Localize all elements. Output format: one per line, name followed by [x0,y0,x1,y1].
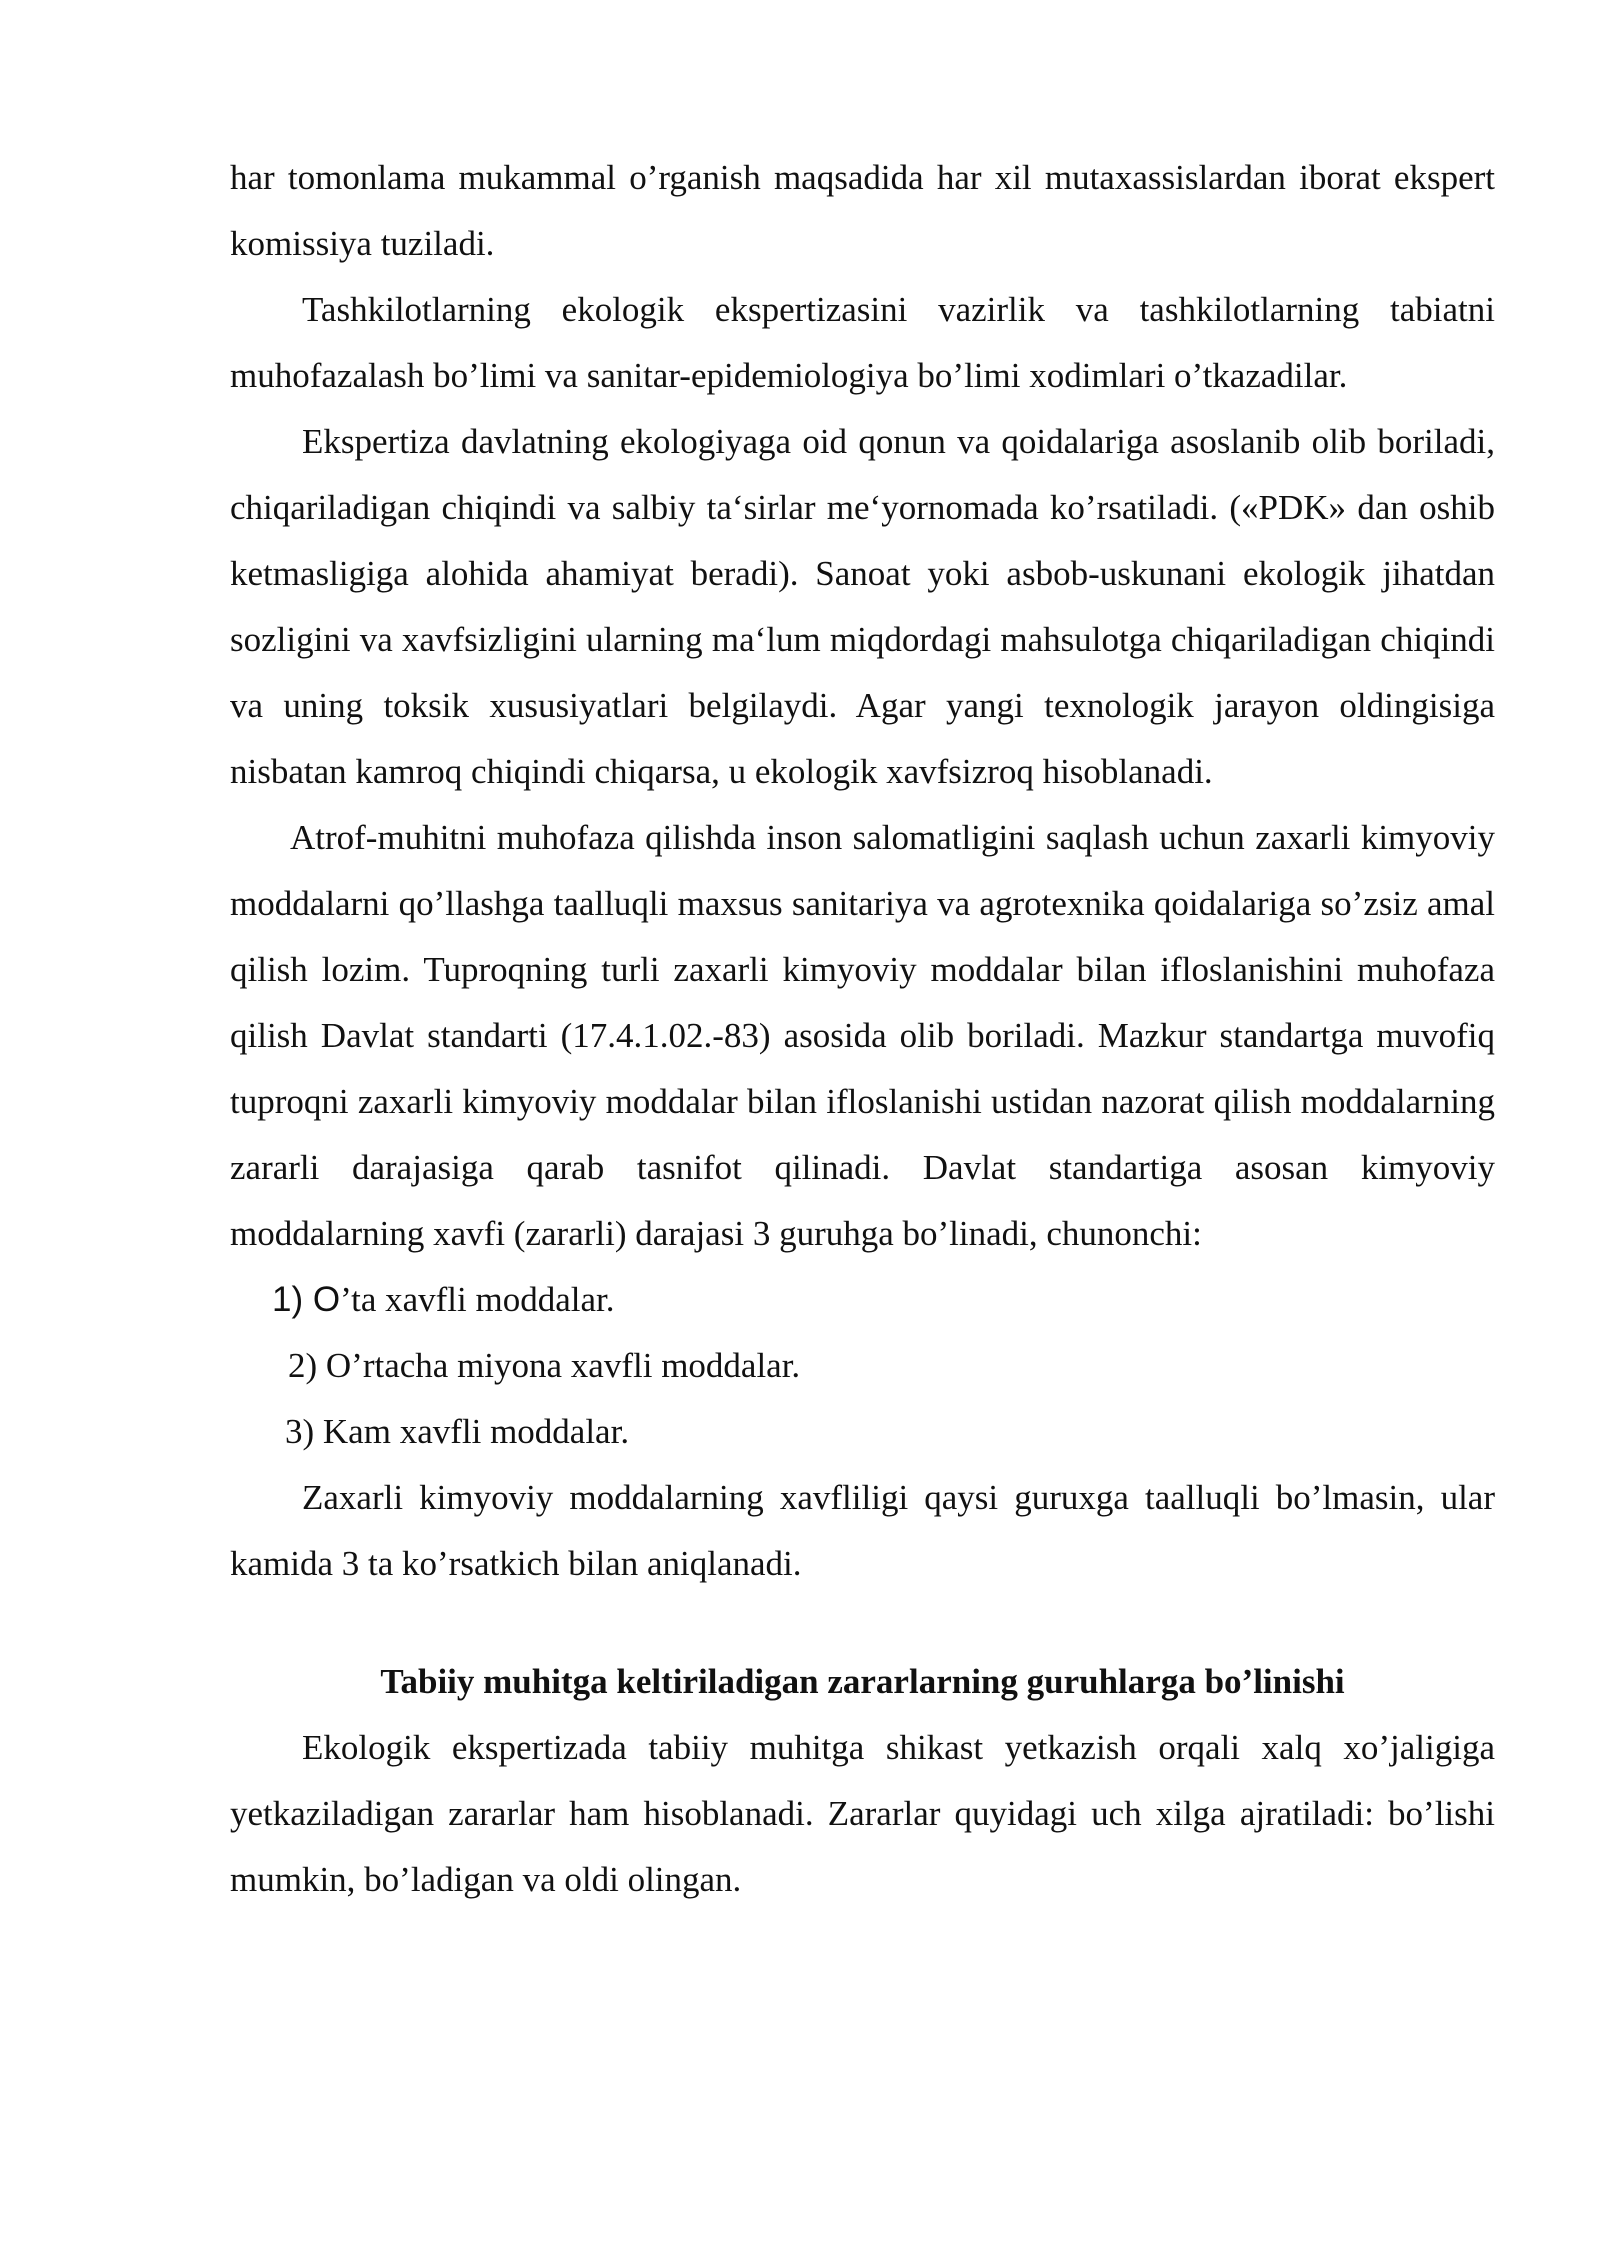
paragraph-damages: Ekologik ekspertizada tabiiy muhitga shikast yetkazish orqali xalq xo’jaligiga yetkaziladigan zararlar ham hisoblanadi. Zararlar quyidagi uch xilga ajratiladi: bo’lishi mumkin, bo’ladigan va oldi olingan. [230,1728,1495,1899]
list-item-1-text: ’ta xavfli moddalar. [340,1280,615,1319]
list-item-1-number: 1) O [272,1280,341,1319]
list-item-2: 2) O’rtacha miyona xavfli moddalar. [288,1346,801,1385]
list-item-3: 3) Kam xavfli moddalar. [285,1412,630,1451]
paragraph-organizations-expertise: Tashkilotlarning ekologik ekspertizasini vazirlik va tashkilotlarning tabiatni muhofazalash bo’limi va sanitar-epidemiologiya bo’limi xodimlari o’tkazadilar. [230,290,1495,395]
paragraph-expertise-basis: Ekspertiza davlatning ekologiyaga oid qonun va qoidalariga asoslanib olib boriladi, chiqariladigan chiqindi va salbiy ta‘sirlar me‘yornomada ko’rsatiladi. («PDK» dan oshib ketmasligiga alohida ahamiyat beradi). Sanoat yoki asbob-uskunani ekologik jihatdan sozligini va xavfsizligini ularning ma‘lum miqdordagi mahsulotga chiqariladigan chiqindi va uning toksik xususiyatlari belgilaydi. Agar yangi texnologik jarayon oldingisiga nisbatan kamroq chiqindi chiqarsa, u ekologik xavfsizroq hisoblanadi. [230,422,1495,791]
list-item-1 [230,1267,1495,1333]
document-body [230,145,1495,1913]
paragraph-continuation: har tomonlama mukammal o’rganish maqsadida har xil mutaxassislardan iborat ekspert komissiya tuziladi. [230,158,1495,263]
paragraph-environment-protection: Atrof-muhitni muhofaza qilishda inson salomatligini saqlash uchun zaxarli kimyoviy moddalarni qo’llashga taalluqli maxsus sanitariya va agrotexnika qoidalariga so’zsiz amal qilish lozim. Tuproqning turli zaxarli kimyoviy moddalar bilan ifloslanishini muhofaza qilish Davlat standarti (17.4.1.02.-83) asosida olib boriladi. Mazkur standartga muvofiq tuproqni zaxarli kimyoviy moddalar bilan ifloslanishi ustidan nazorat qilish moddalarning zararli darajasiga qarab tasnifot qilinadi. Davlat standartiga asosan kimyoviy moddalarning xavfi (zararli) darajasi 3 guruhga bo’linadi, chunonchi: [230,818,1495,1253]
paragraph-after-list: Zaxarli kimyoviy moddalarning xavfliligi qaysi guruxga taalluqli bo’lmasin, ular kamida 3 ta ko’rsatkich bilan aniqlanadi. [230,1478,1495,1583]
section-heading: Tabiiy muhitga keltiriladigan zararlarning guruhlarga bo’linishi [380,1662,1345,1701]
